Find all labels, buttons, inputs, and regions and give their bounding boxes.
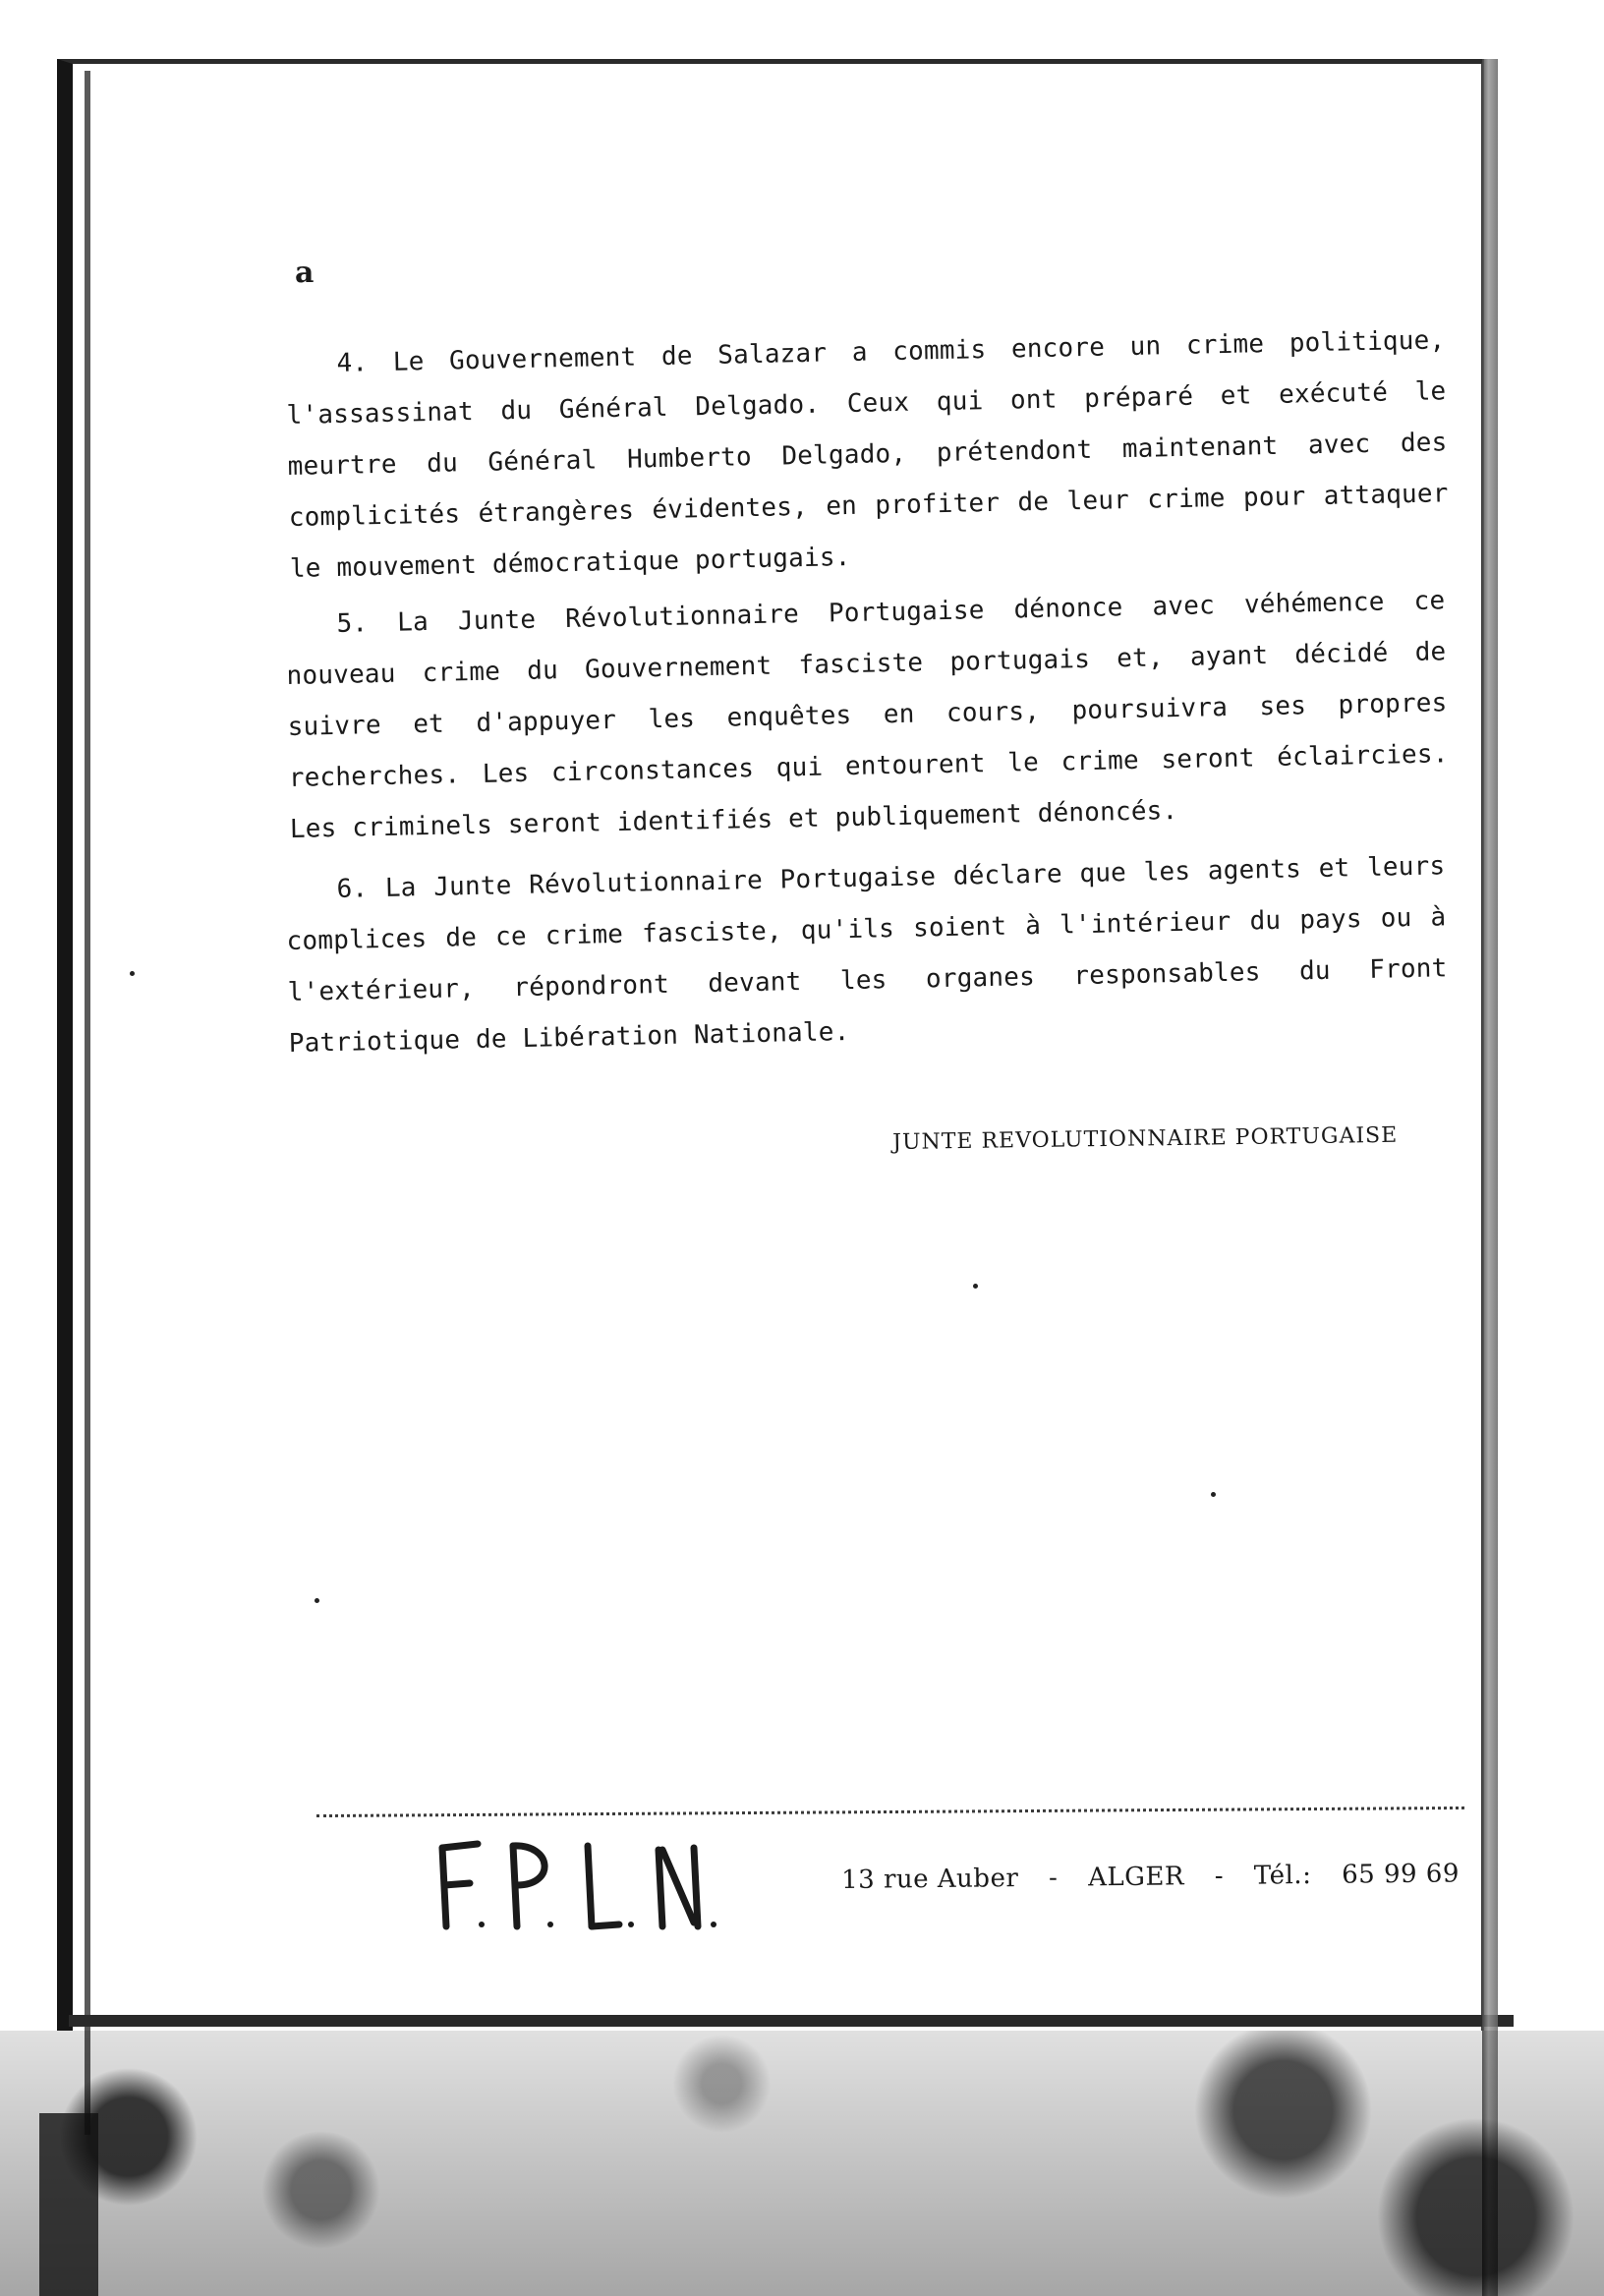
paragraph-5: 5. La Junte Révolutionnaire Portugaise dénonce avec véhémence ce nouveau crime du Gouvernement fasciste portugais et, ayant décidé de suivre et d'appuyer les enquêtes en cours, poursuivra ses propres recherches. Les circonstances qui entourent le crime seront éclaircies. Les criminels seront identifiés et publiquement dénoncés. <box>286 586 1449 844</box>
separator: - <box>1214 1861 1225 1892</box>
city: ALGER <box>1087 1862 1185 1893</box>
scan-right-edge <box>1482 59 1498 2296</box>
scan-corner-mark <box>39 2113 98 2296</box>
signature: JUNTE REVOLUTIONNAIRE PORTUGAISE <box>892 1122 1399 1155</box>
separator: - <box>1048 1863 1059 1893</box>
scan-bottom-noise <box>0 2031 1604 2296</box>
scan-speck <box>973 1284 978 1289</box>
paragraph-4: 4. Le Gouvernement de Salazar a commis encore un crime politique, l'assassinat du Général Delgado. Ceux qui ont préparé et exécuté le meurtre du Général Humberto Delgado, prétendont maintenant avec des complicités étrangères évidentes, en profiter de leur crime pour attaquer le mouvement démocratique portugais. <box>286 325 1449 584</box>
page-mark: a <box>295 256 315 290</box>
scan-edge-line <box>85 71 90 2135</box>
scan-bottom-shadow <box>69 2015 1514 2027</box>
scan-speck <box>315 1598 319 1603</box>
fpln-logo <box>423 1828 737 1946</box>
paragraph-6: 6. La Junte Révolutionnaire Portugaise déclare que les agents et leurs complices de ce crime fasciste, qu'ils soient à l'intérieur du pays ou à l'extérieur, répondront devant les organes responsables du Front Patriotique de Libération Nationale. <box>286 851 1448 1059</box>
phone-number: 65 99 69 <box>1341 1859 1461 1890</box>
scan-speck <box>130 971 135 976</box>
scan-speck <box>1211 1492 1216 1497</box>
street-address: 13 rue Auber <box>841 1864 1019 1895</box>
phone-label: Tél.: <box>1253 1860 1312 1891</box>
